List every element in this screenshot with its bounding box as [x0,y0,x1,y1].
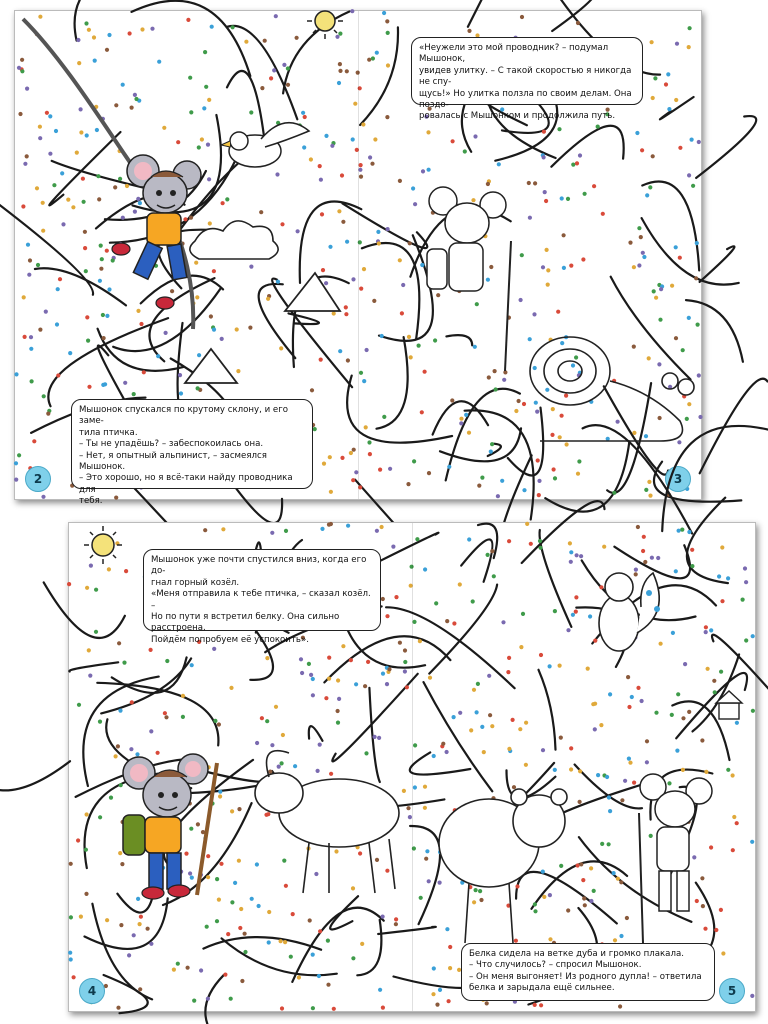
page-fold [412,523,413,1011]
page-fold [358,11,359,499]
squirrel-crying-icon [599,573,660,651]
mouse-hiker-icon [123,754,217,899]
bird-icon [221,123,309,167]
mouse-hiker-outline-icon [639,774,712,943]
page-number-4: 4 [79,978,105,1004]
page-5-text-box: Белка сидела на ветке дуба и громко плакала. – Что случилось? – спросил Мышонок. – Он меня выгоняет! Из родного дупла! – ответила белка и зарыдала ещё сильнее. [461,943,715,1001]
house-icon [716,691,742,719]
page-number-3: 3 [665,466,691,492]
bear-outline-icon [439,789,567,943]
page-number-5: 5 [719,978,745,1004]
snail-outline-icon [530,337,694,441]
mouse-climber-icon [112,155,201,309]
page-4-text-box: Мышонок уже почти спустился вниз, когда его до- гнал горный козёл. «Меня отправила к тебе птичка, – сказал козёл. – Но по пути я встретил белку. Она сильно расстроена. Пойдём попробуем её успокоить». [143,549,381,631]
mountains-icon [185,273,340,383]
spread-pages-4-5 [68,522,756,1012]
spread-pages-2-3 [14,10,702,507]
page-number-2: 2 [25,466,51,492]
mouse-hiker-outline-icon [427,187,511,371]
page-3-text-box: «Неужели это мой проводник? – подумал Мышонок, увидев улитку. – С такой скоростью я никогда не спу- щусь!» Но улитка ползла по своим делам. Она поздо- ровалась с Мышонком и продолжила путь. [411,37,643,105]
page-2-text-box: Мышонок спускался по крутому склону, и его заме- тила птичка. – Ты не упадёшь? – забеспокоилась она. – Нет, я опытный альпинист, – засмеялся Мышонок. – Это хорошо, но я всё-таки найду проводника для тебя. [71,399,313,489]
cloud-icon [190,221,278,259]
